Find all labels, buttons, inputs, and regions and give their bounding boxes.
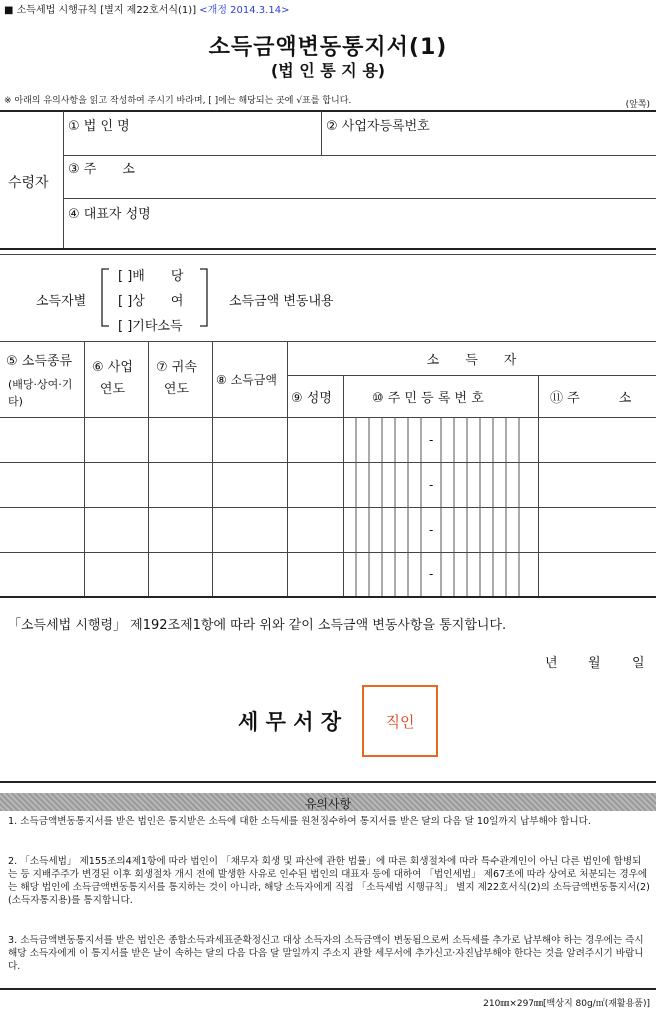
double-rule (0, 254, 656, 255)
col-biz-year: ⑥ 사업 연도 (92, 360, 133, 397)
table-top (0, 341, 656, 342)
amendment-date: <개정 2014.3.14> (199, 5, 290, 16)
biz-reg-no-field[interactable]: ② 사업자등록번호 (326, 119, 430, 134)
page-side-label: (앞쪽) (625, 100, 650, 110)
col-line (212, 341, 213, 596)
form-title: 소득금액변동통지서(1) (208, 35, 448, 60)
address-field[interactable]: ③ 주 소 (68, 162, 135, 177)
instruction-text: ※ 아래의 유의사항을 읽고 작성하여 주시기 바라며, [ ]에는 해당되는 곳에 √표를 합니다. (4, 96, 352, 106)
date-month: 월 (588, 656, 601, 671)
col-amount: ⑧ 소득금액 (216, 373, 277, 387)
option-other[interactable]: [ ]기타소득 (118, 319, 183, 334)
notes-top-rule (0, 781, 656, 783)
table-row-line (0, 507, 656, 508)
note-item-1: 1. 소득금액변동통지서를 받은 법인은 통지받은 소득에 대한 소득세를 원천징수하여 통지서를 받은 달의 다음 달 10일까지 납부해야 합니다. (8, 816, 591, 827)
row-line (63, 198, 656, 199)
form-subtitle: (법 인 통 지 용) (270, 61, 386, 80)
top-rule (0, 110, 656, 112)
tax-office-head: 세 무 서 장 (238, 710, 342, 734)
option-dividend[interactable]: [ ]배 당 (118, 269, 184, 284)
corp-name-field[interactable]: ① 법 인 명 (68, 119, 130, 134)
note-item-3: 3. 소득금액변동통지서를 받은 법인은 종합소득과세표준확정신고 대상 소득자의 소득금액이 변동됨으로써 소득세를 추가로 납부해야 하는 경우에는 즉시 해당 소득자에게 이 통지서를 받은 날이 속하는 달의 다음 다음 달 말일까지 주소지 관할 세무서에 추가신고·자진납부해야 한다는 것을 알려주시기 바랍니다. (8, 935, 644, 972)
bottom-rule (0, 988, 656, 990)
date-day: 일 (632, 656, 645, 671)
recipient-label: 수령자 (8, 175, 49, 191)
income-change-label: 소득금액 변동내용 (229, 294, 334, 309)
col-income-kind-sub: (배당·상여·기타) (8, 378, 73, 408)
col-line (84, 341, 85, 596)
col-name: ⑨ 성명 (291, 391, 332, 406)
notes-heading: 유의사항 (304, 797, 352, 811)
table-bottom (0, 596, 656, 598)
col-address: ⑪ 주 소 (550, 391, 632, 406)
form-reference (4, 1, 289, 16)
notice-statement: 「소득세법 시행령」 제192조제1항에 따라 위와 같이 소득금액 변동사항을 통지합니다. (8, 618, 507, 633)
row-line (63, 155, 656, 156)
recipient-divider (63, 111, 64, 248)
col-line (287, 341, 288, 596)
rrn-dash: - (429, 433, 434, 447)
section-rule (0, 248, 656, 250)
rrn-dash: - (429, 523, 434, 537)
col-earner: 소 득 자 (426, 353, 517, 368)
rrn-dash: - (429, 478, 434, 492)
seal-label: 직인 (385, 713, 415, 731)
right-bracket (199, 268, 209, 328)
paper-spec: 210㎜×297㎜[백상지 80g/㎡(재활용품)] (483, 999, 650, 1009)
col-line (148, 341, 149, 596)
rrn-digit-grid (343, 417, 539, 596)
table-row-line (0, 552, 656, 553)
col-rrn: ⑩ 주 민 등 록 번 호 (372, 391, 484, 406)
option-bonus[interactable]: [ ]상 여 (118, 294, 184, 309)
col-income-kind: ⑤ 소득종류 (6, 354, 73, 369)
date-year: 년 (545, 656, 558, 671)
note-item-2: 2. 「소득세법」 제155조의4제1항에 따라 법인이 「채무자 회생 및 파산에 관한 법률」에 따른 회생절차에 따라 특수관계인이 아닌 다른 법인에 합병되는 등 지배주주가 변경된 이후 회생절차 개시 전에 발생한 사유로 인수된 법인의 대표자 등에 대하여 「법인세법」 제67조에 따라 상여로 처분되는 경우에는 해당 법인에 소득금액변동통지서를 통지하는 것이 아니라, 해당 소득자에게 직접 「소득세법 시행규칙」 별지 제22호서식(2)의 소득금액변동통지서(2)(소득자통지용)를 통지합니다. (8, 856, 650, 906)
col-attr-year: ⑦ 귀속 연도 (156, 360, 197, 397)
table-row-line (0, 462, 656, 463)
income-type-label: 소득자별 (36, 294, 87, 309)
rrn-dash: - (429, 567, 434, 581)
table-header-bottom (0, 417, 656, 418)
rep-name-field[interactable]: ④ 대표자 성명 (68, 207, 151, 222)
cell-divider (321, 111, 322, 155)
left-bracket (100, 268, 110, 328)
legal-reference: ■ 소득세법 시행규칙 [별지 제22호서식(1)] (4, 5, 197, 16)
